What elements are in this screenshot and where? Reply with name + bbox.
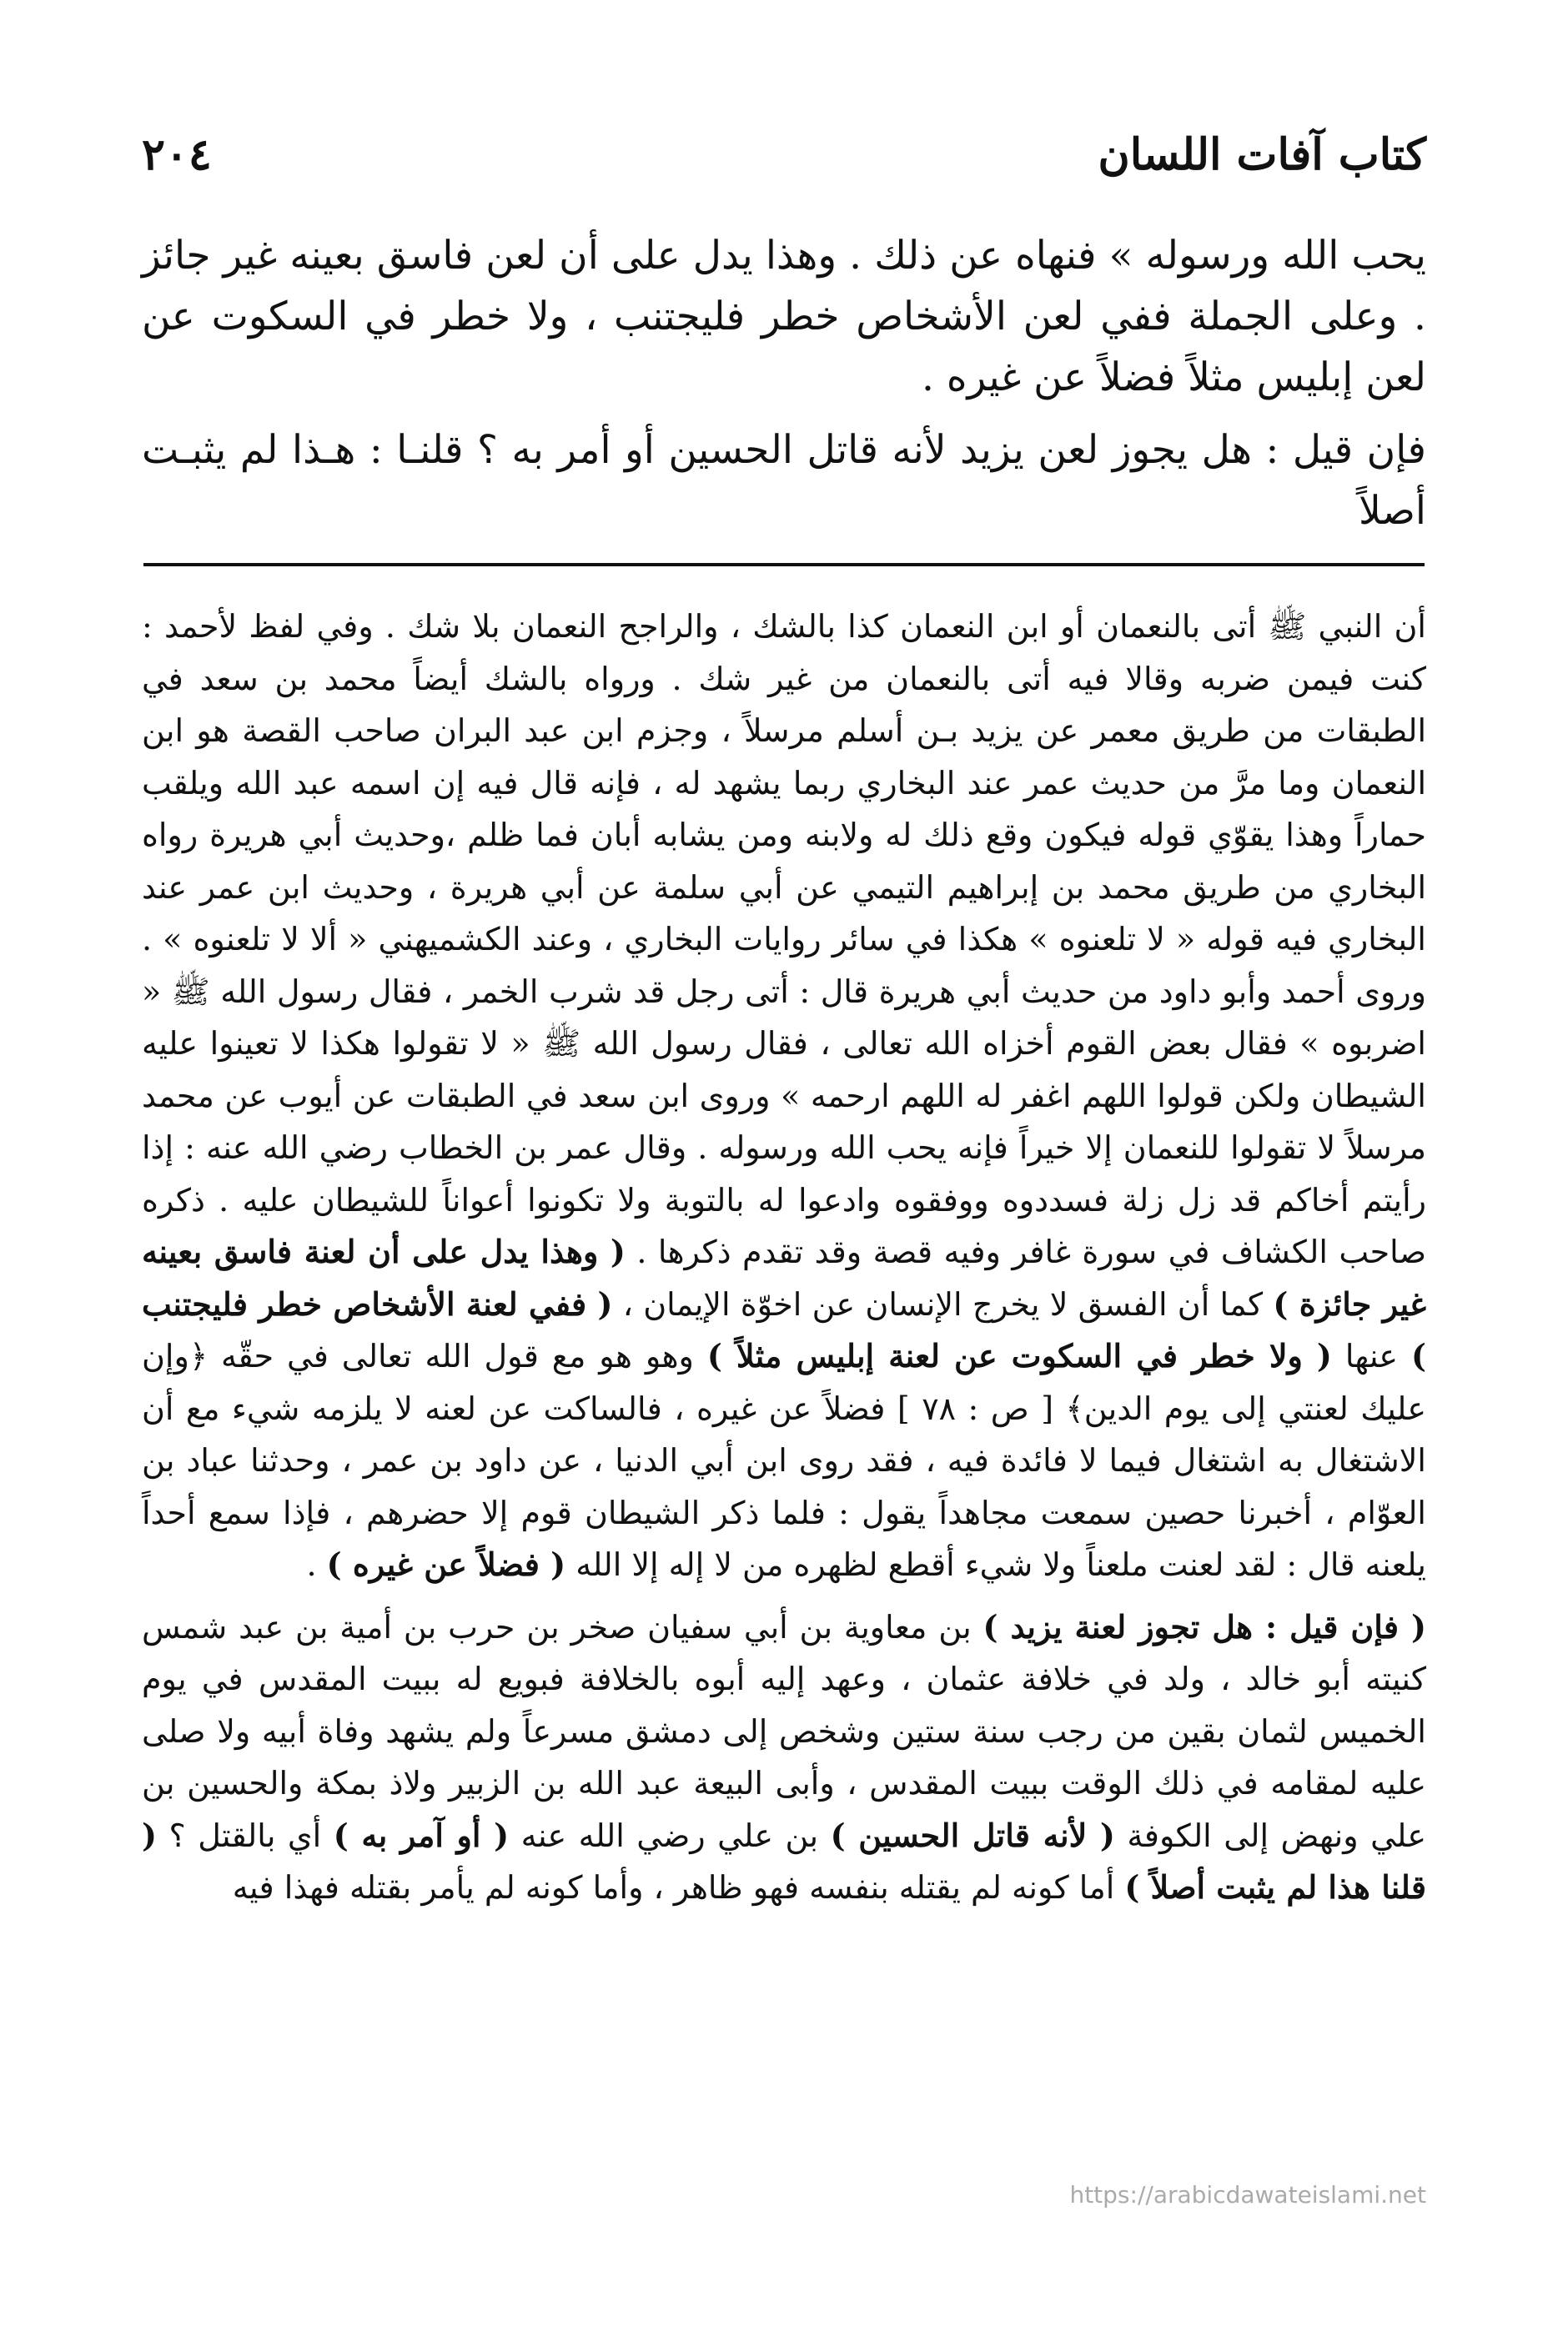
quoted-matn: ( فإن قيل : هل تجوز لعنة يزيد ) — [983, 1607, 1426, 1646]
quoted-matn: ( لأنه قاتل الحسين ) — [830, 1816, 1115, 1854]
commentary-text-run: بن معاوية بن أبي سفيان صخر بن حرب بن أمية بن عبد شمس كنيته أبو خالد ، ولد في خلافة عثمان ، وعهد إليه أبوه بالخلافة فبويع له ببيت المقدس في يوم الخميس لثمان بقين من رجب سنة ستين وشخص إلى دمشق مسرعاً ولم يشهد وفاة أبيه ولا صلى عليه لمقامه في ذلك الوقت ببيت المقدس ، وأبى البيعة عبد الله بن الزبير ولاذ بمكة والحسين بن علي ونهض إلى الكوفة — [142, 1608, 1426, 1854]
main-text — [142, 225, 1426, 553]
commentary-text — [142, 601, 1426, 1914]
watermark-url: https://arabicdawateislami.net — [1069, 2181, 1426, 2209]
quoted-matn: ( فضلاً عن غيره ) — [326, 1545, 566, 1583]
page-header — [142, 117, 1426, 192]
commentary-text-run: . — [306, 1546, 317, 1583]
quoted-matn: ( قلنا هذا لم يثبت أصلاً ) — [142, 1816, 1426, 1906]
commentary-text-run: وهو هو مع قول الله تعالى في حقّه ﴿وإن عليك لعنتي إلى يوم الدين﴾ [ ص : ٧٨ ] فضلاً عن غيره ، فالساكت عن لعنه لا يلزمه شيء مع أن الاشتغال به اشتغال فيما لا فائدة فيه ، فقد روى ابن أبي الدنيا ، عن داود بن عمر ، وحدثنا عباد بن العوّام ، أخبرنا حصين سمعت مجاهداً يقول : فلما ذكر الشيطان قوم إلا حضرهم ، فإذا سمع أحداً يلعنه قال : لقد لعنت ملعناً ولا شيء أقطع لظهره من لا إله إلا الله — [142, 1338, 1426, 1583]
commentary-text-run: بن علي رضي الله عنه — [520, 1817, 819, 1854]
main-paragraph: فإن قيل : هل يجوز لعن يزيد لأنه قاتل الحسين أو أمر به ؟ قلنـا : هـذا لم يثبـت أصلاً — [142, 427, 1426, 534]
commentary-paragraph — [142, 1601, 1426, 1914]
main-paragraph: يحب الله ورسوله » فنهاه عن ذلك . وهذا يدل على أن لعن فاسق بعينه غير جائز . وعلى الجملة ففي لعن الأشخاص خطر فليجتنب ، ولا خطر في السكوت عن لعن إبليس مثلاً فضلاً عن غيره . — [142, 233, 1426, 400]
commentary-text-run: كما أن الفسق لا يخرج الإنسان عن اخوّة الإيمان ، — [622, 1285, 1264, 1323]
commentary-text-run: أما كونه لم يقتله بنفسه فهو ظاهر ، وأما كونه لم يأمر بقتله فهذا فيه — [232, 1869, 1115, 1906]
quoted-matn: ( ففي لعنة الأشخاص خطر فليجتنب ) — [142, 1284, 1426, 1375]
footnote-divider — [143, 563, 1425, 566]
page-number: ٢٠٤ — [142, 128, 212, 180]
commentary-text-run: أي بالقتل ؟ — [168, 1817, 322, 1854]
commentary-paragraph — [142, 601, 1426, 1591]
book-title: كتاب آفات اللسان — [1098, 128, 1426, 180]
commentary-text-run: أن النبي ﷺ أتى بالنعمان أو ابن النعمان كذا بالشك ، والراجح النعمان بلا شك . وفي لفظ لأحمد : كنت فيمن ضربه وقالا فيه أتى بالنعمان من غير شك . ورواه بالشك أيضاً محمد بن سعد في الطبقات من طريق معمر عن يزيد بـن أسلم مرسلاً ، وجزم ابن عبد البران صاحب القصة هو ابن النعمان وما مرَّ من حديث عمر عند البخاري ربما يشهد له ، فإنه قال فيه إن اسمه عبد الله ويلقب حماراً وهذا يقوّي قوله فيكون وقع ذلك له ولابنه ومن يشابه أبان فما ظلم ،وحديث أبي هريرة رواه البخاري من طريق محمد بن إبراهيم التيمي عن أبي سلمة عن أبي هريرة ، وحديث ابن عمر عند البخاري فيه قوله « لا تلعنوه » هكذا في سائر روايات البخاري ، وعند الكشميهني « ألا لا تلعنوه » . وروى أحمد وأبو داود من حديث أبي هريرة قال : أتى رجل قد شرب الخمر ، فقال رسول الله ﷺ « اضربوه » فقال بعض القوم أخزاه الله تعالى ، فقال رسول الله ﷺ « لا تقولوا هكذا لا تعينوا عليه الشيطان ولكن قولوا اللهم اغفر له اللهم ارحمه » وروى ابن سعد في الطبقات عن أيوب عن محمد مرسلاً لا تقولوا للنعمان إلا خيراً فإنه يحب الله ورسوله . وقال عمر بن الخطاب رضي الله عنه : إذا رأيتم أخاكم قد زل زلة فسددوه ووفقوه وادعوا له بالتوبة ولا تكونوا أعواناً للشيطان عليه . ذكره صاحب الكشاف في سورة غافر وفيه قصة وقد تقدم ذكرها . — [142, 608, 1426, 1270]
commentary-text-run: عنها — [1344, 1338, 1399, 1375]
quoted-matn: ( أو آمر به ) — [333, 1816, 510, 1854]
quoted-matn: ( وهذا يدل على أن لعنة فاسق بعينه غير جائزة ) — [142, 1233, 1426, 1323]
quoted-matn: ( ولا خطر في السكوت عن لعنة إبليس مثلاً ) — [706, 1337, 1332, 1375]
